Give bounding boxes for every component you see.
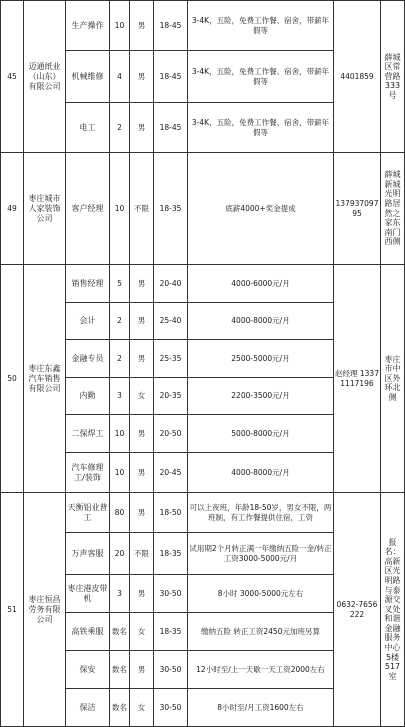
- headcount: 80: [110, 493, 130, 533]
- gender: 男: [130, 575, 154, 613]
- address: 薛城区常营路333号: [381, 1, 405, 153]
- gender: 不限: [130, 533, 154, 575]
- contact-phone: 赵经理 13371117196: [334, 265, 381, 493]
- headcount: 3: [110, 575, 130, 613]
- address: 枣庄市中区外环北侧: [381, 265, 405, 493]
- row-number: 50: [1, 265, 24, 493]
- age-range: 30-50: [154, 651, 188, 689]
- headcount: 10: [110, 415, 130, 453]
- salary-benefits: 可以上夜班，年龄18-50岁，男女不限，两班制，有工作餐提供住宿，工资: [188, 493, 334, 533]
- headcount: 2: [110, 103, 130, 153]
- gender: 男: [130, 340, 154, 378]
- row-number: 49: [1, 153, 24, 265]
- salary-benefits: 8小时至/月工资1600左右: [188, 689, 334, 727]
- salary-benefits: 8小时 3000-5000元左右: [188, 575, 334, 613]
- gender: 男: [130, 103, 154, 153]
- headcount: 4: [110, 51, 130, 103]
- salary-benefits: 3-4K，五险，免费工作餐、宿舍，带薪年假等: [188, 1, 334, 51]
- gender: 女: [130, 689, 154, 727]
- contact-phone: 13793709795: [334, 153, 381, 265]
- age-range: 20-45: [154, 453, 188, 493]
- table-row: [1, 1, 405, 51]
- age-range: 20-35: [154, 378, 188, 415]
- gender: 男: [130, 265, 154, 303]
- age-range: 18-35: [154, 533, 188, 575]
- age-range: 18-45: [154, 1, 188, 51]
- age-range: 25-35: [154, 340, 188, 378]
- job-title: 天衡铝业普工: [66, 493, 110, 533]
- salary-benefits: 底薪4000+奖金提成: [188, 153, 334, 265]
- headcount: 2: [110, 340, 130, 378]
- company-name: 枣庄恒昌劳务有限公司: [24, 493, 66, 727]
- gender: 女: [130, 378, 154, 415]
- age-range: 18-45: [154, 51, 188, 103]
- salary-benefits: 5000-8000元/月: [188, 415, 334, 453]
- headcount: 2: [110, 303, 130, 340]
- headcount: 数名: [110, 651, 130, 689]
- company-name: 枣庄东鑫汽车销售有限公司: [24, 265, 66, 493]
- salary-benefits: 4000-8000元/月: [188, 303, 334, 340]
- job-title: 金融专员: [66, 340, 110, 378]
- age-range: 18-45: [154, 103, 188, 153]
- gender: 男: [130, 493, 154, 533]
- company-name: 枣庄城市人家装饰公司: [24, 153, 66, 265]
- job-title: 电工: [66, 103, 110, 153]
- job-title: 机械维修: [66, 51, 110, 103]
- job-title: 会计: [66, 303, 110, 340]
- gender: 女: [130, 613, 154, 651]
- salary-benefits: 3-4K，五险，免费工作餐、宿舍，带薪年假等: [188, 51, 334, 103]
- salary-benefits: 2200-3500元/月: [188, 378, 334, 415]
- job-title: 保洁: [66, 689, 110, 727]
- gender: 男: [130, 303, 154, 340]
- age-range: 20-40: [154, 265, 188, 303]
- job-title: 万声客服: [66, 533, 110, 575]
- salary-benefits: 12小时至/上一天歇一天工资2000左右: [188, 651, 334, 689]
- gender: 男: [130, 651, 154, 689]
- headcount: 10: [110, 153, 130, 265]
- job-title: 汽车修理工/装饰: [66, 453, 110, 493]
- address: 薛城新城光明路居然之家东南门西侧: [381, 153, 405, 265]
- address: 报名：高新区光明路与泰源交叉处和谐金融服务中心5楼517室: [381, 493, 405, 727]
- age-range: 30-50: [154, 575, 188, 613]
- salary-benefits: 3-4K，五险，免费工作餐、宿舍，带薪年假等: [188, 103, 334, 153]
- table-row: [1, 493, 405, 533]
- headcount: 3: [110, 378, 130, 415]
- age-range: 30-50: [154, 689, 188, 727]
- headcount: 数名: [110, 689, 130, 727]
- contact-phone: 4401859: [334, 1, 381, 153]
- gender: 不限: [130, 153, 154, 265]
- salary-benefits: 缴纳五险 转正工资2450元加班另算: [188, 613, 334, 651]
- age-range: 25-40: [154, 303, 188, 340]
- gender: 男: [130, 415, 154, 453]
- job-title: 生产操作: [66, 1, 110, 51]
- gender: 男: [130, 51, 154, 103]
- job-title: 保安: [66, 651, 110, 689]
- table-row: [1, 265, 405, 303]
- contact-phone: 0632-7656222: [334, 493, 381, 727]
- row-number: 45: [1, 1, 24, 153]
- headcount: 10: [110, 1, 130, 51]
- salary-benefits: 试用期2个月转正满一年缴纳五险一金/转正工资3000-5000元/月: [188, 533, 334, 575]
- headcount: 5: [110, 265, 130, 303]
- salary-benefits: 4000-6000元/月: [188, 265, 334, 303]
- table-row: [1, 153, 405, 265]
- salary-benefits: 2500-5000元/月: [188, 340, 334, 378]
- salary-benefits: 4000-8000元/月: [188, 453, 334, 493]
- age-range: 18-50: [154, 493, 188, 533]
- age-range: 20-50: [154, 415, 188, 453]
- gender: 男: [130, 453, 154, 493]
- age-range: 18-35: [154, 153, 188, 265]
- job-title: 销售经理: [66, 265, 110, 303]
- gender: 男: [130, 1, 154, 51]
- job-title: 客户经理: [66, 153, 110, 265]
- job-title: 枣庄港皮带机: [66, 575, 110, 613]
- company-name: 迈通纸业（山东）有限公司: [24, 1, 66, 153]
- job-title: 高铁乘服: [66, 613, 110, 651]
- headcount: 20: [110, 533, 130, 575]
- headcount: 数名: [110, 613, 130, 651]
- row-number: 51: [1, 493, 24, 727]
- job-title: 内勤: [66, 378, 110, 415]
- job-title: 二保焊工: [66, 415, 110, 453]
- age-range: 18-35: [154, 613, 188, 651]
- headcount: 10: [110, 453, 130, 493]
